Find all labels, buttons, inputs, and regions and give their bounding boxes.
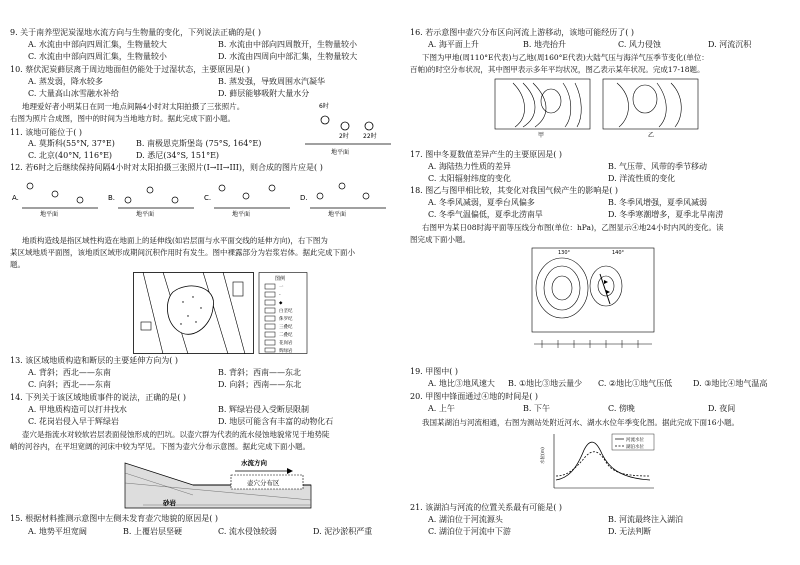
pothole-area-label: 壶穴分布区 bbox=[247, 479, 280, 487]
q10-option-d[interactable]: D. 藓层能够吸附大量水分 bbox=[218, 89, 310, 98]
q15-option-b[interactable]: B. 上覆岩层坚硬 bbox=[123, 527, 182, 536]
sun-icon bbox=[52, 191, 58, 197]
q15-option-c[interactable]: C. 流水侵蚀较弱 bbox=[218, 527, 277, 536]
passage-geology-2: 某区域地质平面图，该地质区域形成期间沉积作用时有发生。图中裸露部分为岩浆岩体。据此完成下面小 bbox=[10, 248, 355, 257]
question-9: 9. 关于南养型泥炭湿地水流方向与生物量的变化，下列说法正确的是( ) bbox=[10, 28, 261, 37]
question-18: 18. 图乙与图甲相比较，其变化对我国气候产生的影响是( ) bbox=[410, 186, 619, 195]
q14-option-d[interactable]: D. 地层可能含有丰富的动物化石 bbox=[218, 417, 334, 426]
q12-label-b: B. bbox=[108, 194, 116, 202]
sun-label-6: 6时 bbox=[319, 103, 329, 110]
legend-item: 二叠纪 bbox=[279, 333, 293, 338]
sun-icon bbox=[27, 183, 33, 189]
sun-icon bbox=[243, 193, 249, 199]
q18-option-c[interactable]: C. 冬季气温偏低，夏季北涝南旱 bbox=[428, 210, 543, 219]
passage-pothole: 壶穴是指流水对较软岩层表面侵蚀形成的凹坑。以壶穴群为代表的流水侵蚀地貌常见于地势陡 bbox=[22, 430, 330, 439]
legend-item: 三叠纪 bbox=[279, 325, 293, 330]
sun-icon bbox=[363, 193, 369, 199]
q14-option-b[interactable]: B. 辉绿岩侵入受断层限制 bbox=[218, 405, 309, 414]
longitude-label: 140° bbox=[612, 250, 625, 256]
legend-item: ◆ bbox=[279, 301, 283, 306]
ground-label-a: 地平面 bbox=[40, 211, 59, 218]
question-20: 20. 甲图中锋面通过④地的时间是( ) bbox=[410, 392, 539, 401]
q16-option-c[interactable]: C. 风力侵蚀 bbox=[618, 40, 661, 49]
q17-option-a[interactable]: A. 海陆热力性质的差异 bbox=[428, 162, 511, 171]
question-11: 11. 该地可能位于( ) bbox=[10, 128, 83, 137]
sun-icon bbox=[125, 197, 131, 203]
passage-isobar-2: 图完成下面小题。 bbox=[410, 235, 470, 244]
q18-option-a[interactable]: A. 冬季风减弱，夏季台风偏多 bbox=[428, 198, 535, 207]
q9-option-d[interactable]: D. 水流由四周向中部汇集，生物量较大 bbox=[218, 52, 358, 61]
pressure-contour-maps bbox=[493, 77, 703, 139]
question-21: 21. 该湖泊与河流的位置关系最有可能是( ) bbox=[410, 503, 563, 512]
ground-label: 地平面 bbox=[331, 149, 350, 156]
q19-option-b[interactable]: B. ①地比③地云量少 bbox=[508, 379, 583, 388]
q21-option-a[interactable]: A. 湖泊位于河流源头 bbox=[428, 515, 503, 524]
sun-icon bbox=[172, 197, 178, 203]
q17-option-b[interactable]: B. 气压带、风带的季节移动 bbox=[608, 162, 707, 171]
q15-option-d[interactable]: D. 泥沙淤积严重 bbox=[313, 527, 373, 536]
sun-label-22: 22时 bbox=[363, 133, 377, 140]
sun-icon bbox=[365, 122, 373, 130]
q9-option-b[interactable]: B. 水流由中部向四周散开，生物量较小 bbox=[218, 40, 357, 49]
y-axis-label: 水位(m) bbox=[541, 447, 546, 464]
q11-option-d[interactable]: D. 悉尼(34°S, 151°E) bbox=[136, 151, 220, 160]
sun-label-2: 2时 bbox=[339, 133, 349, 140]
sun-icon bbox=[339, 183, 345, 189]
q13-option-c[interactable]: C. 向斜；西北——东南 bbox=[28, 380, 111, 389]
sun-icon bbox=[321, 116, 329, 124]
ground-label-d: 地平面 bbox=[328, 211, 347, 218]
water-level-chart bbox=[538, 430, 658, 496]
passage-isobar: 右图甲为某日08时海平面等压线分布图(单位：hPa)，乙图显示④地24小时内风的变化。读 bbox=[422, 223, 724, 232]
sun-icon bbox=[269, 185, 275, 191]
isobar-map bbox=[528, 244, 658, 358]
q14-option-a[interactable]: A. 甲地质构造可以打井找水 bbox=[28, 405, 127, 414]
ground-label-c: 地平面 bbox=[232, 211, 251, 218]
q12-label-a: A. bbox=[12, 194, 19, 202]
passage-pothole-2: 峭的河谷内，在平坦宽阔的河床中较为罕见。下图为壶穴分布示意图。据此完成下面小题。 bbox=[10, 442, 310, 451]
q10-option-c[interactable]: C. 大量高山冰雪融水补给 bbox=[28, 89, 119, 98]
pothole-figure bbox=[123, 455, 313, 510]
legend-item: 侏罗纪 bbox=[279, 317, 293, 322]
q9-option-a[interactable]: A. 水流由中部向四周汇集，生物量较大 bbox=[28, 40, 167, 49]
question-19: 19. 甲图中( ) bbox=[410, 367, 459, 376]
passage-sun-2: 右图为照片合成图，图中的时间为当地地方时。据此完成下面小题。 bbox=[10, 114, 235, 123]
geology-map bbox=[133, 272, 308, 354]
question-17: 17. 图中冬夏数值差异产生的主要原因是( ) bbox=[410, 150, 563, 159]
q18-option-b[interactable]: B. 冬季风增强，夏季风减弱 bbox=[608, 198, 707, 207]
q17-option-d[interactable]: D. 洋流性质的变化 bbox=[608, 174, 676, 183]
sun-icon bbox=[341, 122, 349, 130]
q20-option-b[interactable]: B. 下午 bbox=[523, 404, 550, 413]
question-14: 14. 下列关于该区域地质事件的说法，正确的是( ) bbox=[10, 393, 187, 402]
q10-option-b[interactable]: B. 蒸发强，导致周围水汽凝华 bbox=[218, 77, 325, 86]
map-label-jia: 甲 bbox=[538, 132, 545, 139]
q17-option-c[interactable]: C. 太阳辐射纬度的变化 bbox=[428, 174, 511, 183]
sandstone-label: 砂岩 bbox=[163, 499, 176, 507]
q13-option-d[interactable]: D. 向斜；西南——东北 bbox=[218, 380, 302, 389]
ground-label-b: 地平面 bbox=[136, 211, 155, 218]
legend-river: 河流水位 bbox=[626, 438, 644, 443]
q19-option-a[interactable]: A. 地比③地风速大 bbox=[428, 379, 495, 388]
legend-item: 一 bbox=[279, 285, 284, 290]
legend-title: 图例 bbox=[275, 276, 286, 282]
q13-option-b[interactable]: B. 背斜；西南——东北 bbox=[218, 368, 301, 377]
q14-option-c[interactable]: C. 花岗岩侵入早于辉绿岩 bbox=[28, 417, 119, 426]
q18-option-d[interactable]: D. 冬季寒潮增多，夏季北旱南涝 bbox=[608, 210, 724, 219]
legend-item: 辉绿岩 bbox=[279, 349, 293, 354]
passage-pressure-2: 百帕)的时空分布状况，其中图甲表示多年平均状况，图乙表示某年状况。完成17-18题。 bbox=[410, 65, 705, 74]
question-13: 13. 该区域地质构造和断层的主要延伸方向为( ) bbox=[10, 356, 179, 365]
q12-options-figure bbox=[10, 176, 390, 218]
q19-option-c[interactable]: C. ②地比①地气压低 bbox=[598, 379, 673, 388]
q11-option-c[interactable]: C. 北京(40°N, 116°E) bbox=[28, 151, 113, 160]
question-16: 16. 若示意图中壶穴分布区向河流上游移动，该地可能经历了( ) bbox=[410, 28, 635, 37]
q21-option-b[interactable]: B. 河流最终注入湖泊 bbox=[608, 515, 683, 524]
legend-item: 白垩纪 bbox=[279, 309, 293, 314]
sun-icon bbox=[77, 197, 83, 203]
q11-option-b[interactable]: B. 南极恩克斯堡岛 (75°S, 164°E) bbox=[136, 139, 262, 148]
q16-option-a[interactable]: A. 海平面上升 bbox=[428, 40, 479, 49]
q16-option-d[interactable]: D. 河流沉积 bbox=[708, 40, 752, 49]
map-label-yi: 乙 bbox=[648, 132, 655, 139]
passage-sun: 地理爱好者小明某日在同一地点间隔4小时对太阳拍摄了三张照片。 bbox=[22, 102, 245, 111]
q15-option-a[interactable]: A. 地势平坦宽阔 bbox=[28, 527, 87, 536]
passage-lake: 我国某湖泊与河流相通，右图为测站处附近河水、湖水水位年季变化图。据此完成下面16小题。 bbox=[422, 418, 740, 427]
q12-label-c: C. bbox=[204, 194, 212, 202]
arrow-head-icon bbox=[287, 468, 293, 474]
passage-geology-3: 题。 bbox=[10, 260, 25, 269]
q21-option-d[interactable]: D. 无法判断 bbox=[608, 527, 652, 536]
q10-option-a[interactable]: A. 蒸发弱，降水较多 bbox=[28, 77, 103, 86]
q13-option-a[interactable]: A. 背斜；西北——东南 bbox=[28, 368, 111, 377]
q20-option-d[interactable]: D. 夜间 bbox=[708, 404, 736, 413]
sun-icon bbox=[317, 193, 323, 199]
q19-option-d[interactable]: D. ③地比④地气温高 bbox=[693, 379, 768, 388]
sun-photo-figure bbox=[303, 100, 393, 158]
legend-item: - bbox=[279, 293, 281, 298]
q16-option-b[interactable]: B. 地壳抬升 bbox=[523, 40, 566, 49]
longitude-label: 130° bbox=[558, 250, 571, 256]
sun-icon bbox=[147, 187, 153, 193]
sun-icon bbox=[219, 185, 225, 191]
legend-lake: 湖泊水位 bbox=[626, 445, 644, 450]
question-10: 10. 蔡伏泥炭藓层离于周边地面但仍能处于过湿状态，主要原因是( ) bbox=[10, 65, 251, 74]
question-15: 15. 根据材料推测示意图中左侧未发育壶穴地貌的原因是( ) bbox=[10, 514, 219, 523]
q9-option-c[interactable]: C. 水流由中部向四周汇集，生物量较小 bbox=[28, 52, 167, 61]
water-direction-label: 水流方向 bbox=[241, 459, 267, 467]
q20-option-a[interactable]: A. 上午 bbox=[428, 404, 455, 413]
passage-geology: 地质构造线是指区域性构造在地面上的延伸线(如岩层面与水平面交线的延伸方向)，右下图为 bbox=[22, 236, 328, 245]
question-12: 12. 若6时之后继续保持间隔4小时对太阳拍摄三张照片(I→II→III)，则合成的图片应是( ) bbox=[10, 163, 323, 172]
q12-label-d: D. bbox=[300, 194, 308, 202]
q11-option-a[interactable]: A. 莫斯科(55°N, 37°E) bbox=[28, 139, 115, 148]
q20-option-c[interactable]: C. 傍晚 bbox=[608, 404, 635, 413]
q21-option-c[interactable]: C. 湖泊位于河流中下游 bbox=[428, 527, 511, 536]
legend-item: 花岗岩 bbox=[279, 341, 293, 346]
passage-pressure: 下图为甲地(周110°E代表)与乙地(周160°E代表)大陆气压与海洋气压季节变化(单位： bbox=[422, 53, 709, 62]
